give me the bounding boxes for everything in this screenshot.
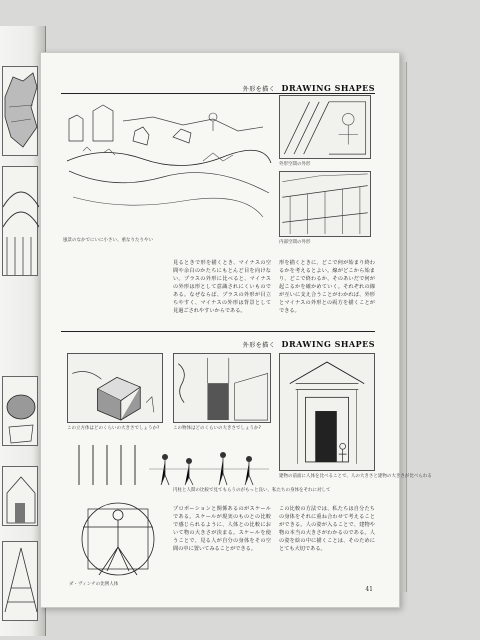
- section-heading-en: DRAWING SHAPES: [281, 339, 375, 349]
- section-rule: [61, 331, 375, 332]
- book-page: [40, 52, 432, 608]
- gate-caption: 内部空間の外形: [279, 240, 311, 245]
- cube-caption: この立方体はどのくらいの大きさでしょうか?: [67, 426, 160, 431]
- scale-figure-sketch: [173, 353, 271, 423]
- paragraph-3: プロポーションと関係あるのがスケールである。スケールが現実のものとの比較で感じられるように、人体との比較において物の大きさが決まる。スケールを使うことで、見る人が自分の身体をその空間の中に置いてみることができる。: [173, 506, 271, 552]
- left-page-sketch: [2, 541, 38, 621]
- portal-sketch: [279, 353, 375, 471]
- scale-figure-caption: この物体はどのくらいの大きさでしょうか?: [173, 426, 261, 431]
- vitruvian-caption: ダ・ヴィンチの比例人体: [69, 582, 119, 587]
- section-heading: [243, 339, 375, 349]
- paragraph-1: 見るときで形を描くとき、マイナスの空間や余白のかたちにもとんど目を向けない。プラスの外形に比べると、マイナスの外形は形として意識されにくいものである。なぜならば、プラスの外形が目立ちやすく、マイナスの外形は背景として見過ごされやすいからである。: [173, 260, 271, 314]
- stair-sketch: [279, 95, 371, 159]
- left-page-sketch: [2, 466, 38, 526]
- left-page-sketch: [2, 66, 38, 156]
- crowd-caption: 円柱と人間の比較で見てもらうのがもっと良い、私たちの身体をそれに対して: [173, 488, 331, 493]
- landscape-sketch: [63, 101, 273, 231]
- portal-caption: 建物の前面に人体を比べることで、人の大きさと建物の大きさが比べられる: [279, 474, 432, 479]
- gate-sketch: [279, 171, 371, 237]
- section-heading-en: DRAWING SHAPES: [281, 83, 375, 93]
- left-page-sketch: [2, 376, 38, 446]
- section-heading: [243, 83, 375, 93]
- left-page-sketch: [2, 166, 38, 276]
- paragraph-2: 形を描くときに、どこで何が始まり終わるかを考えるとよい。線がどこから始まり、どこで終わるか、そのあいだで何が起こるかを確かめていく。それぞれの線が互いに支え合うことがわかれば、外形とマイナスの外形との両方を描くことができる。: [279, 260, 375, 314]
- section-heading-jp: 外形を描く: [242, 86, 276, 93]
- landscape-caption: 風景のなかでにいに小さい、重なりたりやい: [63, 238, 153, 243]
- crowd-sketch: [69, 433, 269, 487]
- paragraph-4: この比較の方法では、私たちは自分たちの身体をそれに重ね合わせて考えることができる。人の姿が入ることで、建物や物の本当の大きさがわかるのである。人の姿を絵の中に描くことは、そのためにとても大切である。: [279, 506, 375, 552]
- cube-sketch: [67, 353, 163, 423]
- vitruvian-sketch: [69, 499, 167, 579]
- section-rule: [61, 93, 375, 94]
- section-heading-jp: 外形を描く: [242, 342, 276, 349]
- stair-caption: 外形空間の外形: [279, 162, 311, 167]
- page-number: 41: [365, 586, 373, 593]
